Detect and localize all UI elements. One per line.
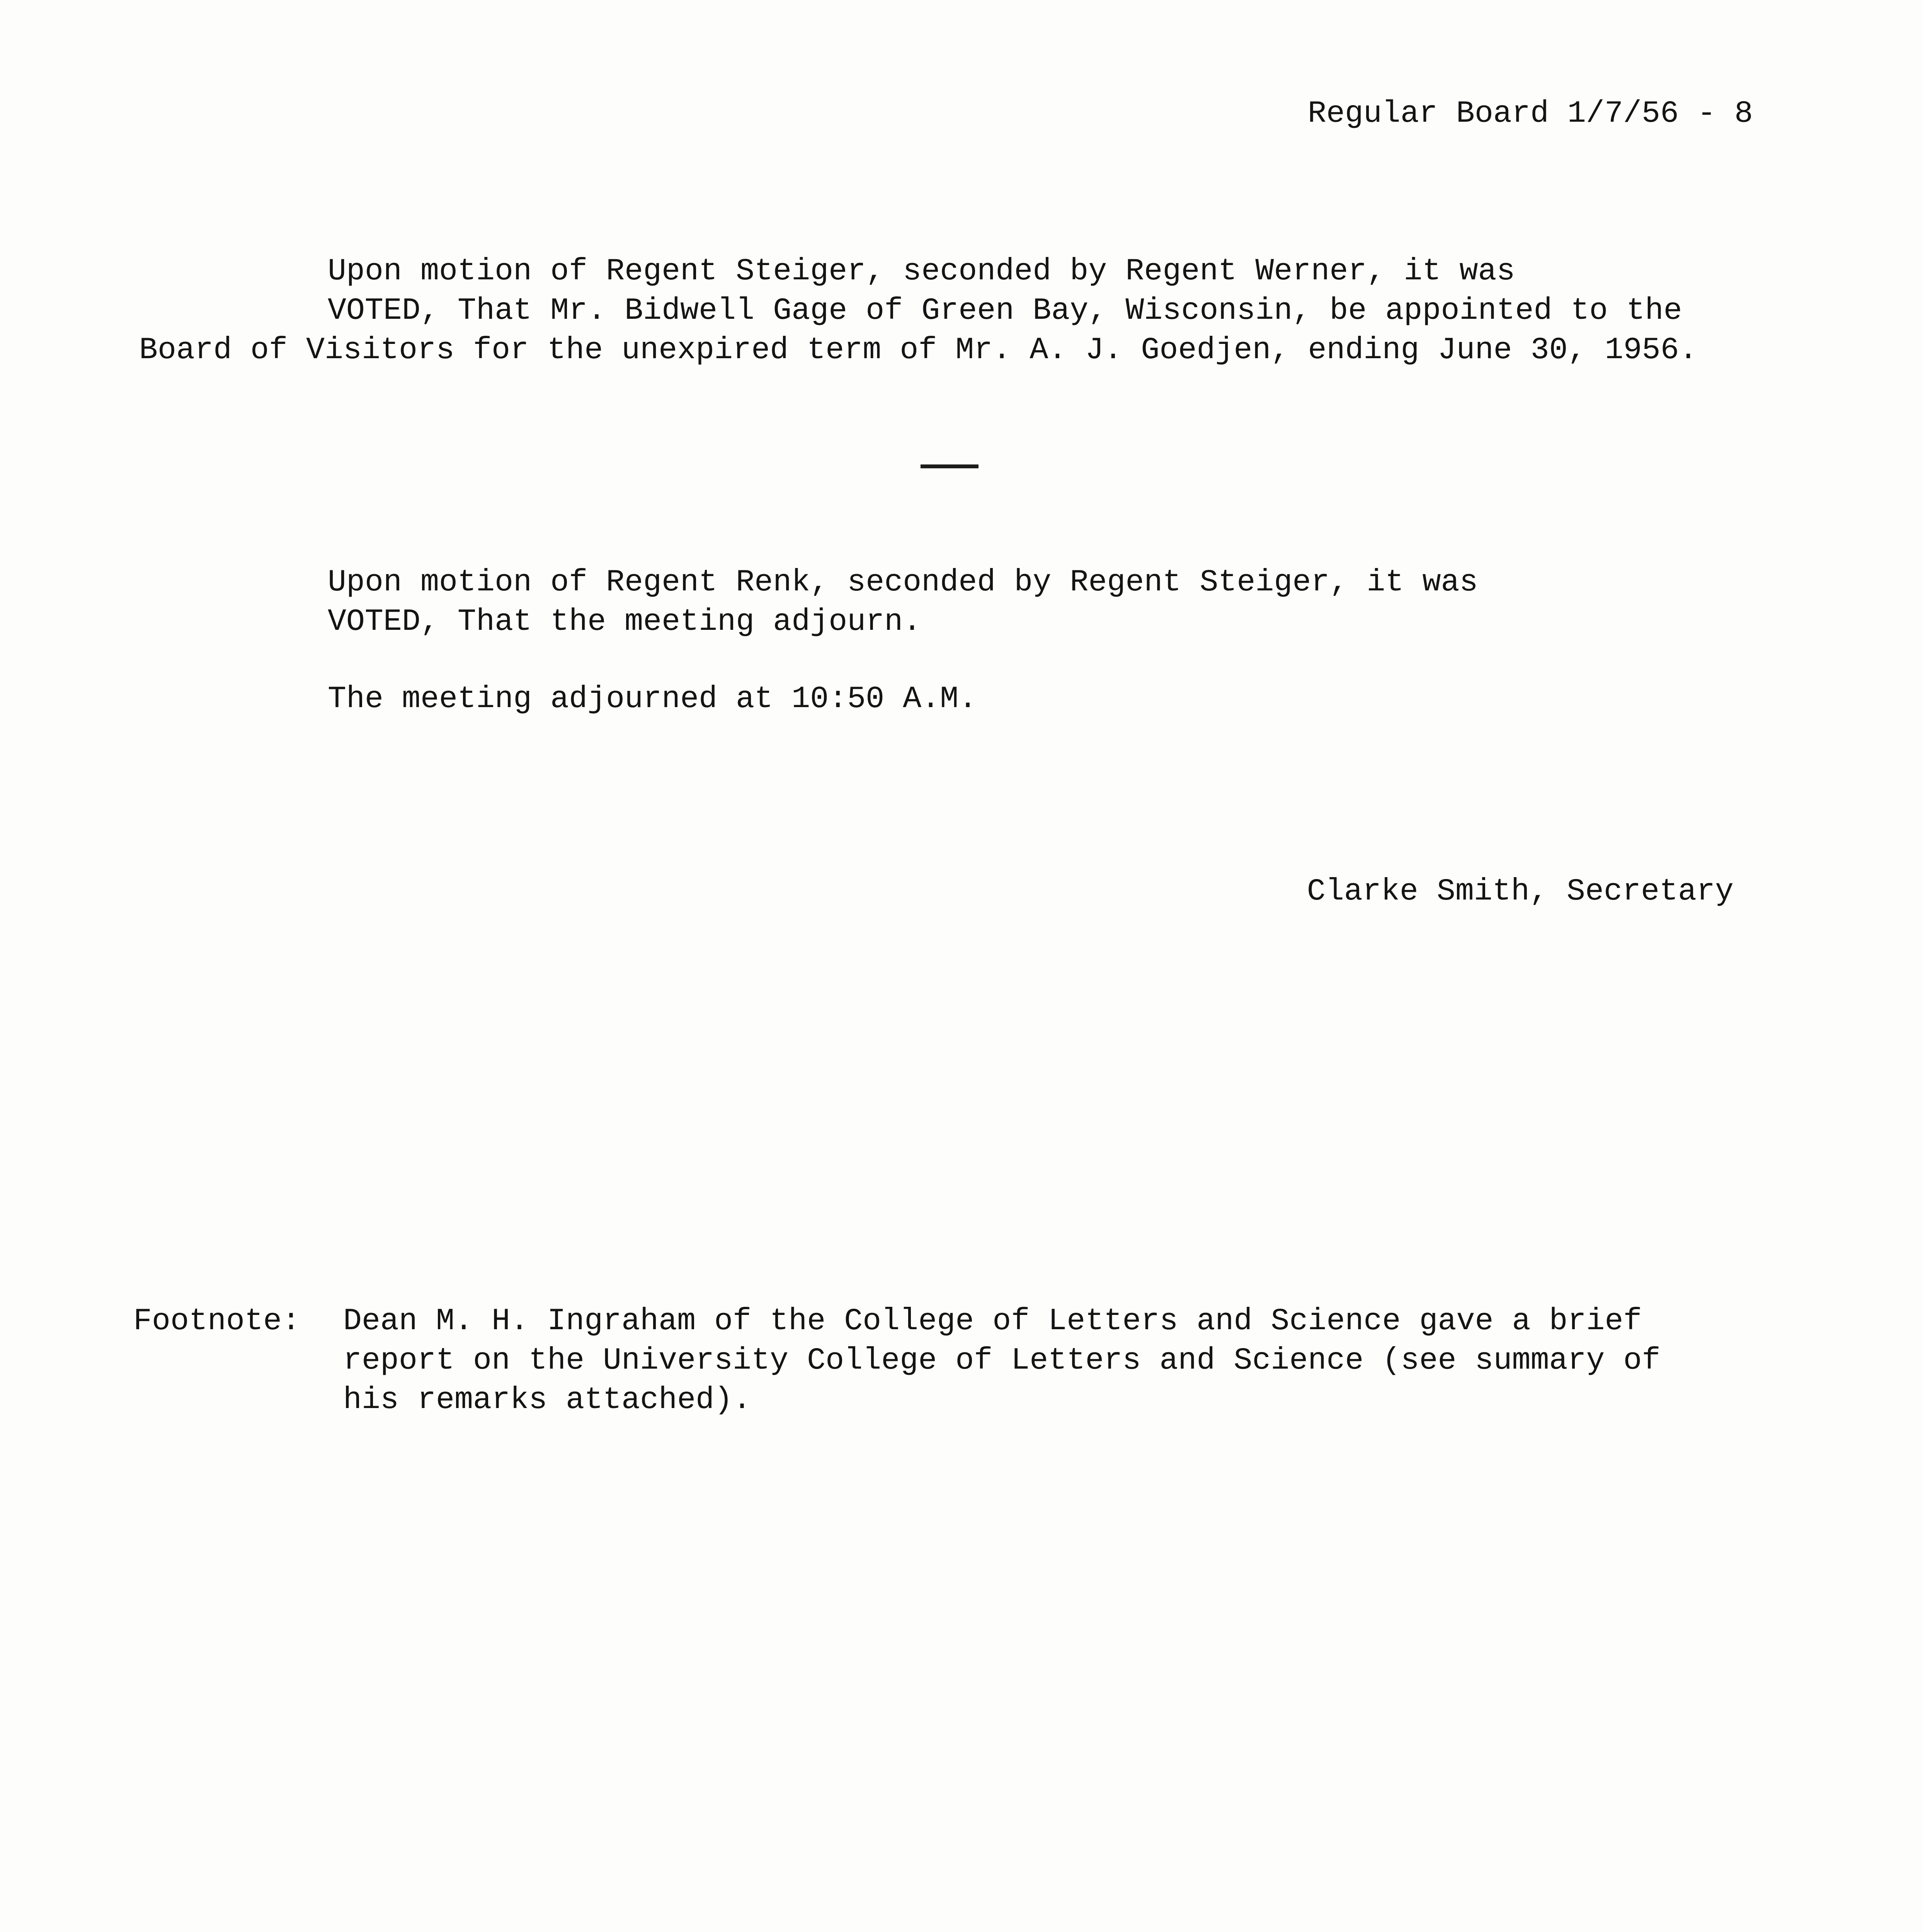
footnote-label: Footnote: bbox=[133, 1304, 301, 1339]
motion-visitors-line-1: Upon motion of Regent Steiger, seconded by Regent Werner, it was bbox=[328, 254, 1515, 289]
footnote-line-1: Dean M. H. Ingraham of the College of Letters and Science gave a brief bbox=[343, 1304, 1642, 1339]
footnote-line-2: report on the University College of Letters and Science (see summary of bbox=[343, 1343, 1661, 1378]
footnote-line-3: his remarks attached). bbox=[343, 1383, 752, 1418]
motion-adjourn-line-2: VOTED, That the meeting adjourn. bbox=[328, 604, 922, 639]
motion-visitors-line-3: Board of Visitors for the unexpired term of Mr. A. J. Goedjen, ending June 30, 1956. bbox=[139, 333, 1698, 368]
motion-adjourn-line-1: Upon motion of Regent Renk, seconded by Regent Steiger, it was bbox=[328, 565, 1478, 600]
section-divider bbox=[921, 464, 979, 468]
secretary-signature: Clarke Smith, Secretary bbox=[1307, 874, 1734, 909]
motion-visitors-line-2: VOTED, That Mr. Bidwell Gage of Green Bay, Wisconsin, be appointed to the bbox=[328, 293, 1682, 328]
page-header: Regular Board 1/7/56 - 8 bbox=[1307, 96, 1753, 131]
adjourned-statement: The meeting adjourned at 10:50 A.M. bbox=[328, 682, 977, 717]
